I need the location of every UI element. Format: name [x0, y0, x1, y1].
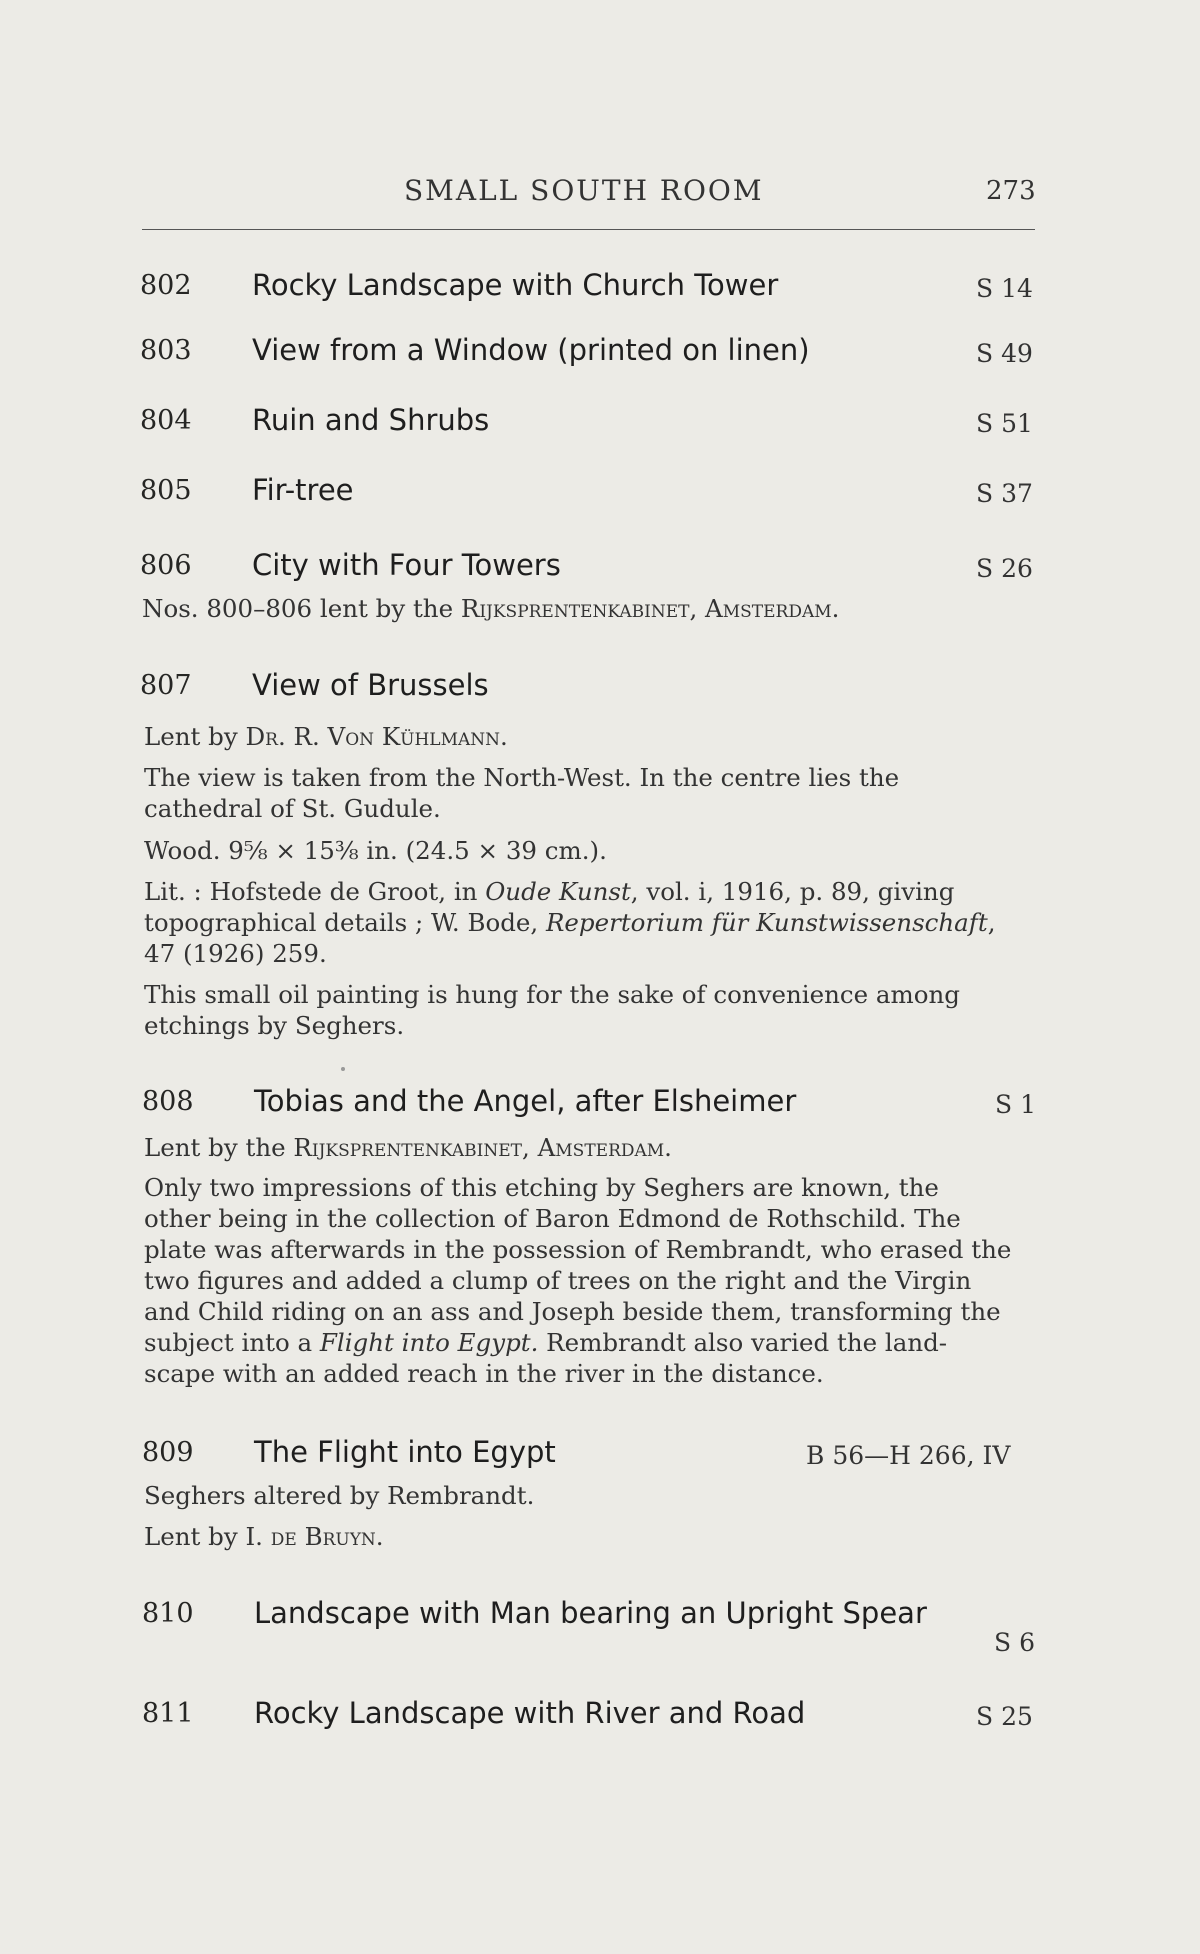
- lender-name: de Bruyn.: [270, 1522, 384, 1551]
- entry-title: Landscape with Man bearing an Upright Spear: [254, 1596, 927, 1630]
- entry-title: City with Four Towers: [252, 548, 561, 582]
- entry-title: Ruin and Shrubs: [252, 403, 490, 437]
- description: The view is taken from the North-West. In the centre lies the cathedral of St. Gudule.: [144, 763, 900, 823]
- description: Only two impressions of this etching by Seghers are known, the other being in the collection of Baron Edmond de Rothschild. The plate was afterwards in the possession of Rembrandt, who erased the two figures and added a clump of trees on the right and the Virgin and Child riding on an ass and Joseph beside them, transforming the subject into a Flight into Egypt. Rembrandt also varied the land- scape with an added reach in the river in the distance.: [144, 1173, 1012, 1388]
- entry-number: 802: [140, 270, 192, 301]
- entry-number: 809: [142, 1437, 194, 1468]
- lender-note: Lent by I. de Bruyn.: [144, 1522, 384, 1551]
- entry-reference: S 37: [976, 479, 1033, 508]
- entry-reference: S 49: [976, 339, 1033, 368]
- entry-reference: S 1: [995, 1090, 1036, 1119]
- ink-speck: [341, 1067, 345, 1071]
- lender-name: Dr. R. Von Kühlmann.: [245, 722, 508, 751]
- entry-reference: S 14: [976, 274, 1033, 303]
- entry-title: Fir-tree: [252, 473, 354, 507]
- lender-name: Rijksprentenkabinet, Amsterdam.: [460, 594, 840, 623]
- entry-number: 803: [140, 335, 192, 366]
- entry-reference: S 6: [994, 1628, 1035, 1657]
- lender-name: Rijksprentenkabinet, Amsterdam.: [293, 1133, 672, 1162]
- page-number: 273: [986, 176, 1036, 206]
- entry-number: 811: [142, 1698, 194, 1729]
- entry-number: 810: [142, 1598, 194, 1629]
- entry-title: The Flight into Egypt: [254, 1435, 556, 1469]
- header-rule: [142, 229, 1035, 230]
- entry-reference: S 51: [976, 409, 1033, 438]
- entry-number: 808: [142, 1086, 194, 1117]
- entry-title: Rocky Landscape with Church Tower: [252, 268, 779, 302]
- note: Seghers altered by Rembrandt.: [144, 1481, 535, 1510]
- entry-reference: B 56—H 266, IV: [806, 1441, 1011, 1470]
- entry-title: Tobias and the Angel, after Elsheimer: [254, 1084, 797, 1118]
- entry-number: 805: [140, 475, 192, 506]
- running-header: SMALL SOUTH ROOM: [404, 174, 764, 207]
- entry-number: 804: [140, 405, 192, 436]
- display-note: This small oil painting is hung for the sake of convenience among etchings by Seghers.: [144, 980, 960, 1040]
- entry-number: 807: [140, 670, 192, 701]
- entry-title: Rocky Landscape with River and Road: [254, 1696, 806, 1730]
- entry-title: View from a Window (printed on linen): [252, 333, 810, 367]
- lender-note: Lent by the Rijksprentenkabinet, Amsterdam.: [144, 1133, 672, 1162]
- medium-dimensions: Wood. 9⅝ × 15⅜ in. (24.5 × 39 cm.).: [144, 836, 607, 865]
- entry-number: 806: [140, 550, 192, 581]
- lender-note: Nos. 800–806 lent by the Rijksprentenkabinet, Amsterdam.: [142, 594, 840, 623]
- entry-reference: S 26: [976, 554, 1033, 583]
- entry-title: View of Brussels: [252, 668, 489, 702]
- entry-reference: S 25: [976, 1702, 1033, 1731]
- lender-note: Lent by Dr. R. Von Kühlmann.: [144, 722, 508, 751]
- literature: Lit. : Hofstede de Groot, in Oude Kunst, vol. i, 1916, p. 89, giving topographical details ; W. Bode, Repertorium für Kunstwissenschaft, 47 (1926) 259.: [144, 877, 996, 968]
